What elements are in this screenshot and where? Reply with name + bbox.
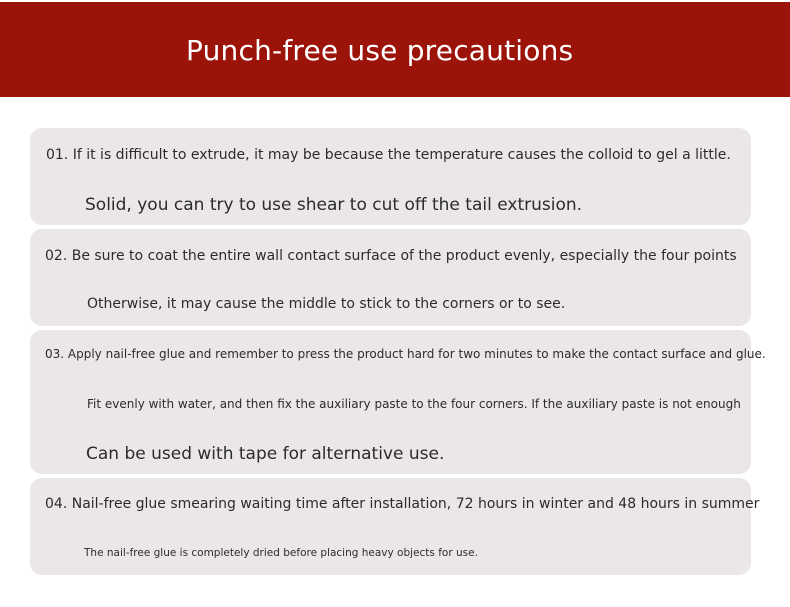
note-3-line-2: Fit evenly with water, and then fix the auxiliary paste to the four corners. If the auxiliary paste is not enough — [87, 397, 741, 411]
note-3-line-3: Can be used with tape for alternative use. — [86, 444, 445, 464]
note-3-line-1: 03. Apply nail-free glue and remember to press the product hard for two minutes to make the contact surface and glue. — [45, 347, 766, 361]
note-2-line-1: 02. Be sure to coat the entire wall contact surface of the product evenly, especially the four points — [45, 248, 737, 264]
note-card-2 — [30, 229, 751, 326]
note-2-line-2: Otherwise, it may cause the middle to stick to the corners or to see. — [87, 296, 566, 312]
page-title: Punch-free use precautions — [186, 34, 574, 67]
note-card-3 — [30, 330, 766, 474]
note-1-line-1: 01. If it is difficult to extrude, it may be because the temperature causes the colloid to gel a little. — [46, 147, 731, 163]
note-card-1 — [30, 128, 751, 225]
note-4-line-1: 04. Nail-free glue smearing waiting time after installation, 72 hours in winter and 48 hours in summer — [45, 496, 760, 512]
title-banner — [0, 2, 790, 97]
note-1-line-2: Solid, you can try to use shear to cut off the tail extrusion. — [85, 195, 583, 215]
note-card-4 — [30, 478, 760, 575]
note-4-line-2: The nail-free glue is completely dried before placing heavy objects for use. — [84, 547, 478, 559]
